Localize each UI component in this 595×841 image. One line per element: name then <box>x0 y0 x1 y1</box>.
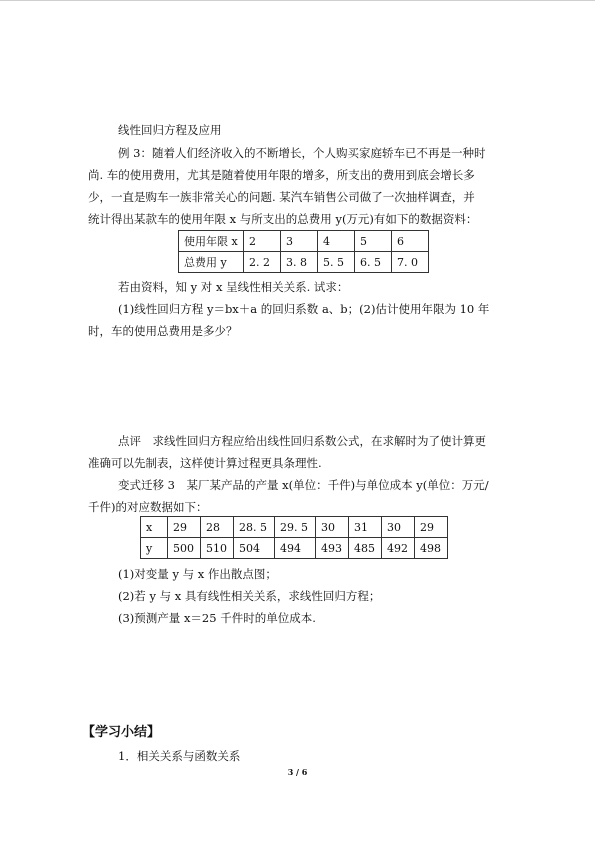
table-cell: 7. 0 <box>392 252 429 273</box>
table-row <box>179 252 429 273</box>
table-cell: 2. 2 <box>244 252 281 273</box>
table-cell: 28 <box>201 517 234 538</box>
summary-title: 【学习小结】 <box>82 725 161 740</box>
table-cell: 492 <box>382 538 415 559</box>
practice3-line-2: 千件)的对应数据如下： <box>88 500 208 514</box>
practice3-question-2: (2)若 y 与 x 具有线性相关关系，求线性回归方程； <box>118 589 381 603</box>
table-cell: 使用年限 x <box>179 231 244 252</box>
table-cell: 5 <box>355 231 392 252</box>
table-row <box>179 231 429 252</box>
table-cell: 485 <box>349 538 382 559</box>
example3-line-4: 统计得出某款车的使用年限 x 与所支出的总费用 y(万元)有如下的数据资料： <box>88 212 478 226</box>
example3-after-line-2: (1)线性回归方程 y＝bx＋a 的回归系数 a、b；(2)估计使用年限为 10 年 <box>118 302 490 316</box>
usage-cost-table <box>178 230 429 273</box>
table-cell: 31 <box>349 517 382 538</box>
table-cell: x <box>141 517 168 538</box>
table-cell: 6 <box>392 231 429 252</box>
table-cell: 6. 5 <box>355 252 392 273</box>
table-cell: 30 <box>316 517 349 538</box>
table-cell: 5. 5 <box>318 252 355 273</box>
example3-line-1: 例 3：随着人们经济收入的不断增长，个人购买家庭轿车已不再是一种时 <box>118 146 486 160</box>
summary-item-1: 1．相关关系与函数关系 <box>118 749 241 763</box>
table-cell: 504 <box>234 538 275 559</box>
example3-after-line-3: 时，车的使用总费用是多少？ <box>88 324 238 338</box>
practice3-question-3: (3)预测产量 x＝25 千件时的单位成本. <box>118 611 316 625</box>
table-cell: 30 <box>382 517 415 538</box>
table-cell: 510 <box>201 538 234 559</box>
page-top-border <box>0 0 595 1</box>
table-cell: 29 <box>168 517 201 538</box>
table-cell: 29 <box>415 517 448 538</box>
output-cost-table <box>140 516 448 559</box>
section-heading: 线性回归方程及应用 <box>118 123 222 137</box>
table-row <box>141 538 448 559</box>
table-cell: 3. 8 <box>281 252 318 273</box>
table-cell: 4 <box>318 231 355 252</box>
table-cell: 498 <box>415 538 448 559</box>
table-row <box>141 517 448 538</box>
table-cell: 3 <box>281 231 318 252</box>
table-cell: 493 <box>316 538 349 559</box>
example3-line-2: 尚. 车的使用费用，尤其是随着使用年限的增多，所支出的费用到底会增长多 <box>88 168 475 182</box>
comment-line-2: 准确可以先制表，这样使计算过程更具条理性. <box>88 456 322 470</box>
table-cell: 29. 5 <box>275 517 316 538</box>
practice3-line-1: 变式迁移 3 某厂某产品的产量 x(单位：千件)与单位成本 y(单位：万元/ <box>118 478 489 492</box>
example3-line-3: 少，一直是购车一族非常关心的问题. 某汽车销售公司做了一次抽样调查，并 <box>88 190 475 204</box>
practice3-question-1: (1)对变量 y 与 x 作出散点图； <box>118 567 277 581</box>
comment-line-1: 点评 求线性回归方程应给出线性回归系数公式，在求解时为了使计算更 <box>118 434 486 448</box>
page-number: 3 / 6 <box>287 767 308 777</box>
table-cell: y <box>141 538 168 559</box>
table-cell: 28. 5 <box>234 517 275 538</box>
table-cell: 总费用 y <box>179 252 244 273</box>
table-cell: 500 <box>168 538 201 559</box>
example3-after-line-1: 若由资料，知 y 对 x 呈线性相关关系. 试求： <box>118 280 349 294</box>
table-cell: 494 <box>275 538 316 559</box>
table-cell: 2 <box>244 231 281 252</box>
